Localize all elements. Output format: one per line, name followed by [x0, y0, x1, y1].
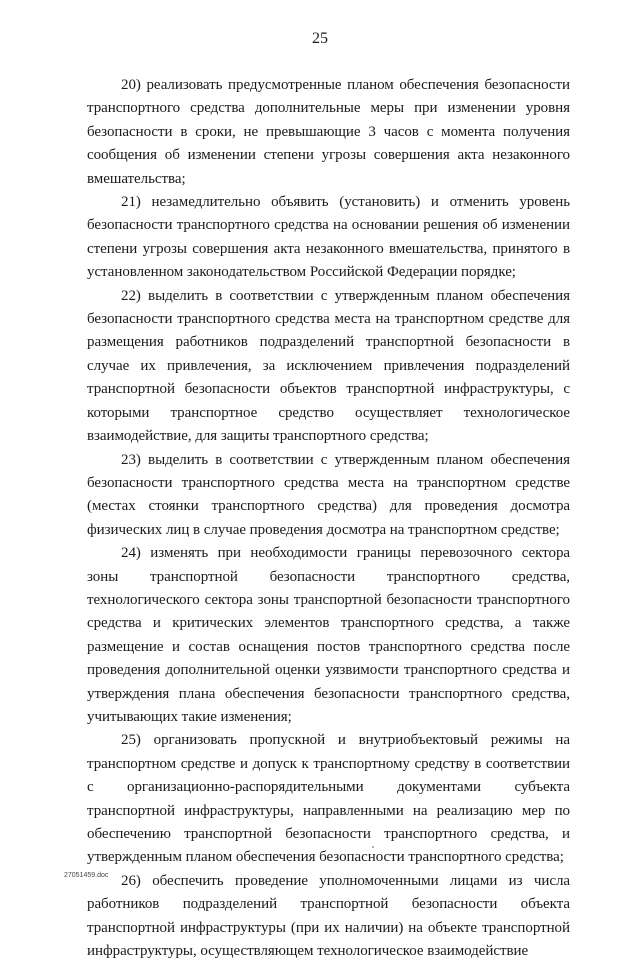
paragraph-item-25: 25) организовать пропускной и внутриобъектовый режимы на транспортном средстве и допуск к транспортному средству в соответствии с организационно-распорядительными документами субъекта транспортной инфраструктуры, направленными на реализацию мер по обеспечению транспортной безопасности транспортного средства, и утвержденным планом обеспечения безопасности транспортного средства; [87, 732, 570, 866]
scan-speck [372, 846, 374, 848]
footer-filename: 27051459.doc [64, 872, 109, 879]
paragraph-item-21: 21) незамедлительно объявить (установить) и отменить уровень безопасности транспортного средства на основании решения об изменении степени угрозы совершения акта незаконного вмешательства, принятого в установленном законодательством Российской Федерации порядке; [87, 194, 570, 281]
paragraph-item-23: 23) выделить в соответствии с утвержденным планом обеспечения безопасности транспортного средства места на транспортном средстве (местах стоянки транспортного средства) для проведения досмотра физических лиц в случае проведения досмотра на транспортном средстве; [87, 451, 570, 538]
document-body [87, 74, 570, 963]
paragraph-item-24: 24) изменять при необходимости границы перевозочного сектора зоны транспортной безопасности транспортного средства, технологического сектора зоны транспортной безопасности транспортного средства и критических элементов транспортного средства, а также размещение и состав оснащения постов транспортного средства после проведения дополнительной оценки уязвимости транспортного средства и утверждения плана обеспечения безопасности транспортного средства, учитывающих такие изменения; [87, 545, 570, 725]
page-number: 25 [312, 30, 328, 47]
paragraph-item-26: 26) обеспечить проведение уполномоченными лицами из числа работников подразделений транспортной безопасности объекта транспортной инфраструктуры (при их наличии) на объекте транспортной инфраструктуры, осуществляющем технологическое взаимодействие [87, 872, 570, 960]
paragraph-item-22: 22) выделить в соответствии с утвержденным планом обеспечения безопасности транспортного средства места на транспортном средстве для размещения работников подразделений транспортной безопасности в случае их привлечения, за исключением привлечения подразделений транспортной безопасности объектов транспортной инфраструктуры, с которыми транспортное средство осуществляет технологическое взаимодействие, для защиты транспортного средства; [87, 287, 570, 445]
paragraph-item-20: 20) реализовать предусмотренные планом обеспечения безопасности транспортного средства дополнительные меры при изменении уровня безопасности в сроки, не превышающие 3 часов с момента получения сообщения об изменении степени угрозы совершения акта незаконного вмешательства; [87, 77, 570, 187]
